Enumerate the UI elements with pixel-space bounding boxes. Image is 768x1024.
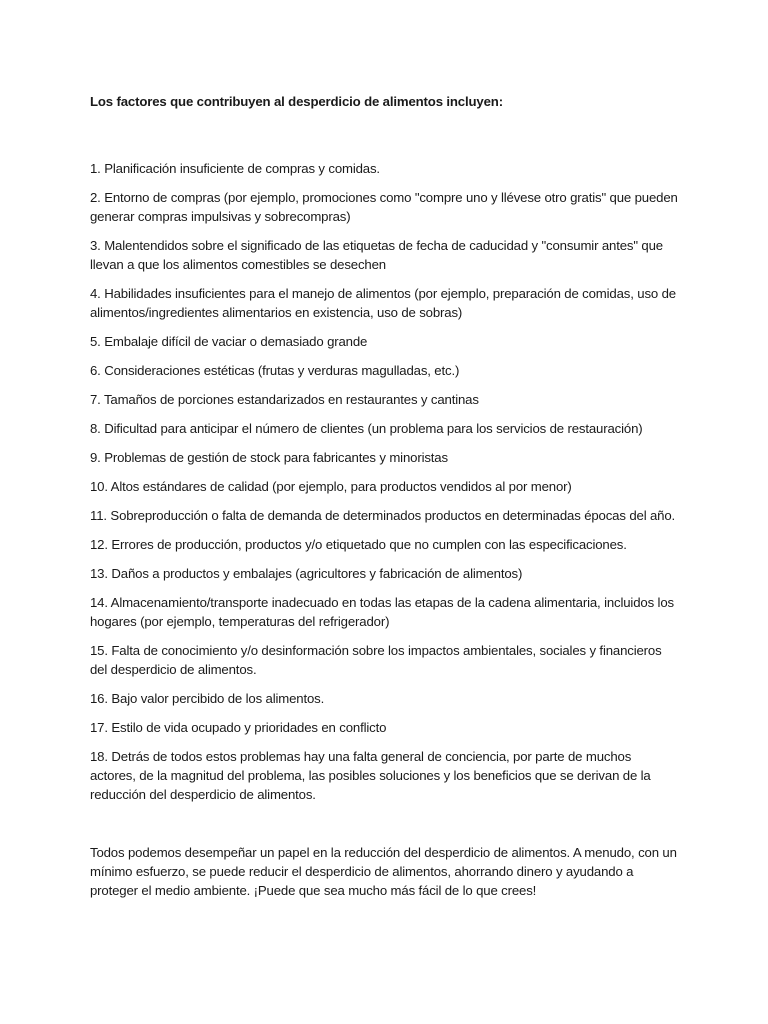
- list-item: 12. Errores de producción, productos y/o etiquetado que no cumplen con las especificaciones.: [90, 537, 627, 552]
- list-item: 17. Estilo de vida ocupado y prioridades en conflicto: [90, 720, 387, 735]
- factor-list: [90, 159, 680, 804]
- list-item: 8. Dificultad para anticipar el número de clientes (un problema para los servicios de restauración): [90, 421, 643, 436]
- list-item: 15. Falta de conocimiento y/o desinformación sobre los impactos ambientales, sociales y financieros del desperdicio de alimentos.: [90, 643, 662, 677]
- document-heading: Los factores que contribuyen al desperdicio de alimentos incluyen:: [90, 94, 503, 109]
- list-item: 14. Almacenamiento/transporte inadecuado en todas las etapas de la cadena alimentaria, incluidos los hogares (por ejemplo, temperaturas del refrigerador): [90, 595, 674, 629]
- list-item: 7. Tamaños de porciones estandarizados en restaurantes y cantinas: [90, 392, 479, 407]
- list-item: 3. Malentendidos sobre el significado de las etiquetas de fecha de caducidad y "consumir antes" que llevan a que los alimentos comestibles se desechen: [90, 238, 663, 272]
- closing-paragraph: Todos podemos desempeñar un papel en la reducción del desperdicio de alimentos. A menudo, con un mínimo esfuerzo, se puede reducir el desperdicio de alimentos, ahorrando dinero y ayudando a proteger el medio ambiente. ¡Puede que sea mucho más fácil de lo que crees!: [90, 845, 677, 898]
- list-item: 13. Daños a productos y embalajes (agricultores y fabricación de alimentos): [90, 566, 523, 581]
- list-item: 9. Problemas de gestión de stock para fabricantes y minoristas: [90, 450, 448, 465]
- list-item: 4. Habilidades insuficientes para el manejo de alimentos (por ejemplo, preparación de comidas, uso de alimentos/ingredientes alimentarios en existencia, uso de sobras): [90, 286, 676, 320]
- list-item: 18. Detrás de todos estos problemas hay una falta general de conciencia, por parte de muchos actores, de la magnitud del problema, las posibles soluciones y los beneficios que se derivan de la reducción del desperdicio de alimentos.: [90, 749, 651, 802]
- list-item: 10. Altos estándares de calidad (por ejemplo, para productos vendidos al por menor): [90, 479, 572, 494]
- document-body: [90, 92, 680, 900]
- list-item: 2. Entorno de compras (por ejemplo, promociones como "compre uno y llévese otro gratis" que pueden generar compras impulsivas y sobrecompras): [90, 190, 678, 224]
- list-item: 16. Bajo valor percibido de los alimentos.: [90, 691, 325, 706]
- list-item: 1. Planificación insuficiente de compras y comidas.: [90, 161, 380, 176]
- list-item: 6. Consideraciones estéticas (frutas y verduras magulladas, etc.): [90, 363, 460, 378]
- list-item: 11. Sobreproducción o falta de demanda de determinados productos en determinadas épocas del año.: [90, 508, 676, 523]
- list-item: 5. Embalaje difícil de vaciar o demasiado grande: [90, 334, 368, 349]
